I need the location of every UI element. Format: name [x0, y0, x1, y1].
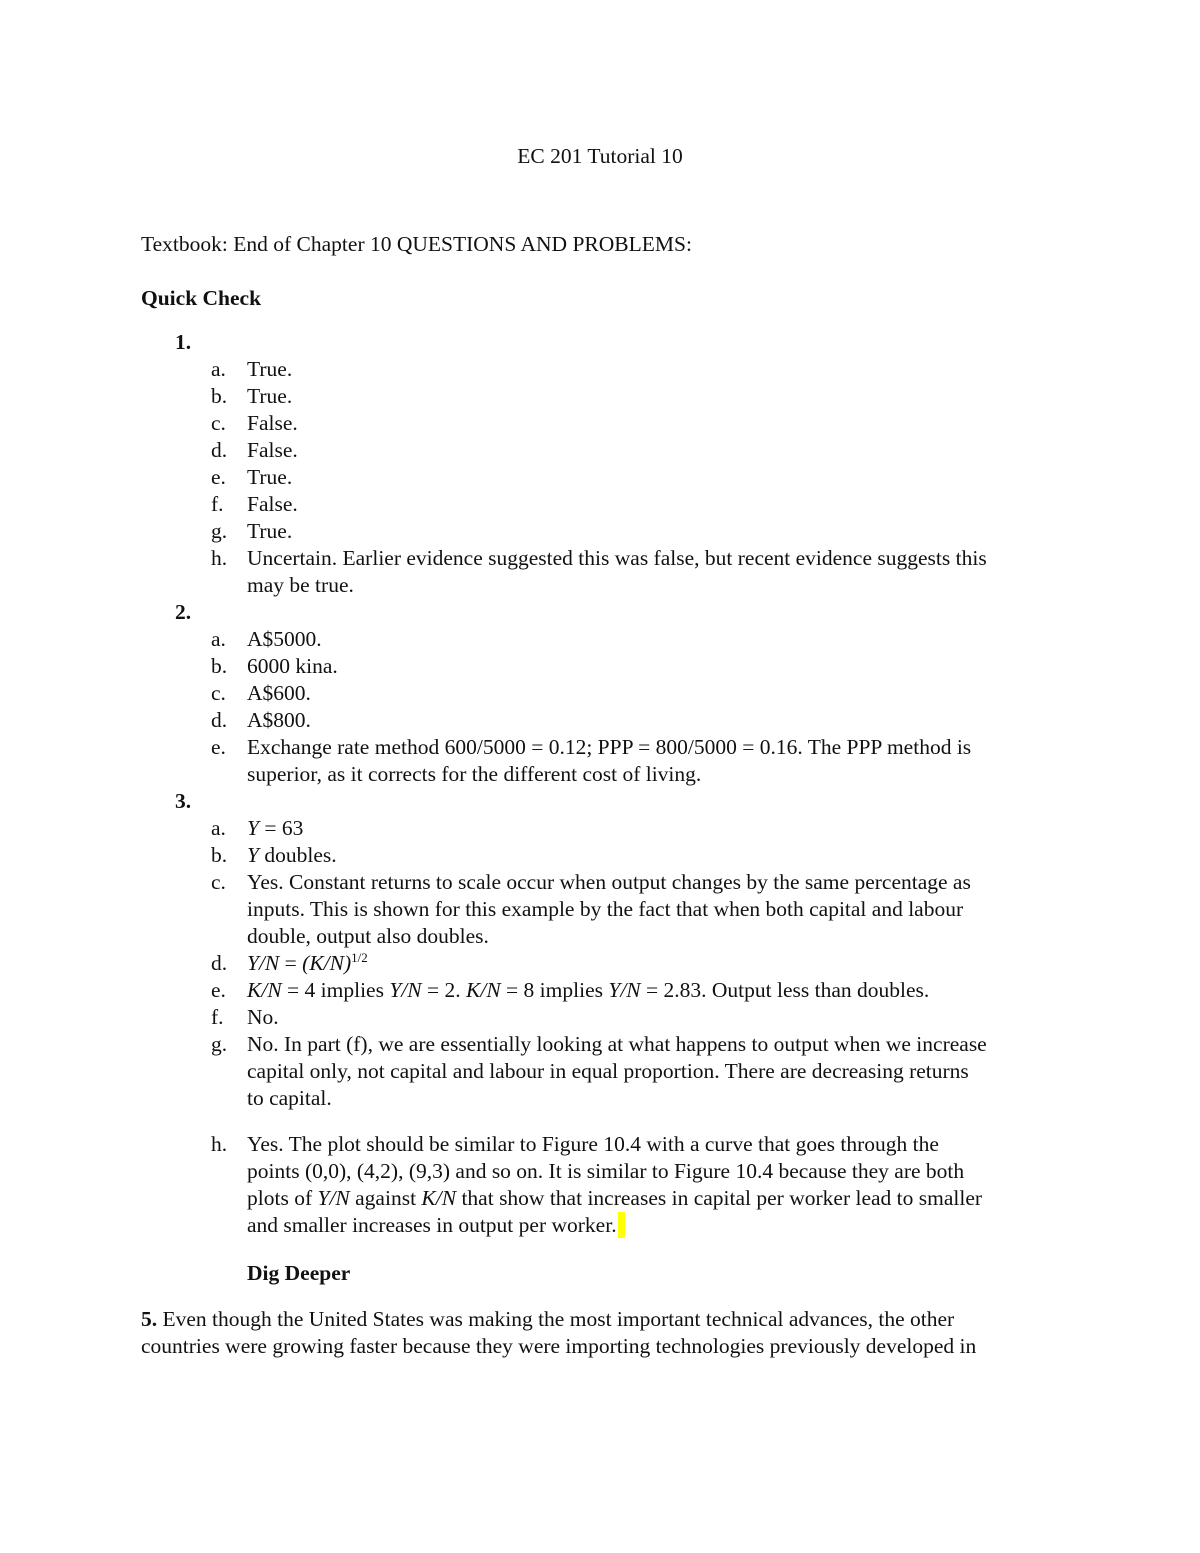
item-letter: g. — [211, 519, 228, 543]
answer-text: 6000 kina. — [247, 654, 338, 678]
answer-1b — [211, 383, 1061, 410]
item-letter: c. — [211, 411, 226, 435]
answer-2d — [211, 707, 1061, 734]
answer-1e — [211, 464, 1061, 491]
text-cursor-highlight — [618, 1212, 625, 1238]
answer-text: Uncertain. Earlier evidence suggested this was false, but recent evidence suggests this may be true. — [247, 546, 987, 597]
answer-text: Y = 63 — [247, 816, 304, 840]
answer-2b — [211, 653, 1061, 680]
item-letter: g. — [211, 1032, 228, 1056]
answer-1d — [211, 437, 1061, 464]
item-letter: b. — [211, 843, 228, 867]
item-letter: a. — [211, 357, 226, 381]
answer-3c — [211, 869, 1061, 950]
answer-text: No. — [247, 1005, 279, 1029]
item-letter: f. — [211, 492, 224, 516]
item-letter: e. — [211, 735, 226, 759]
answer-text: False. — [247, 492, 298, 516]
answer-text: Yes. Constant returns to scale occur when output changes by the same percentage as inputs. This is shown for this example by the fact that when both capital and labour double, output also doubles. — [247, 870, 971, 948]
answer-1g — [211, 518, 1061, 545]
item-letter: a. — [211, 627, 226, 651]
item-letter: b. — [211, 654, 228, 678]
item-letter: h. — [211, 1132, 228, 1156]
answer-3e — [211, 977, 1061, 1004]
answer-text: False. — [247, 438, 298, 462]
answer-text: A$5000. — [247, 627, 322, 651]
answer-5-line-1: Even though the United States was making the most important technical advances, the other — [157, 1307, 955, 1331]
answer-text: $Y/N = (K/N)^{1/2}$ — [247, 949, 368, 975]
answer-text: Y doubles. — [247, 843, 337, 867]
item-letter: d. — [211, 438, 228, 462]
answer-3h — [211, 1131, 1061, 1239]
section-heading-dig-deeper: Dig Deeper — [247, 1261, 351, 1285]
answer-text: True. — [247, 357, 293, 381]
answer-3g — [211, 1031, 1061, 1112]
answer-1c — [211, 410, 1061, 437]
question-number-5: 5. — [141, 1307, 158, 1331]
answer-5 — [141, 1306, 1061, 1360]
section-heading-quick-check: Quick Check — [141, 286, 262, 310]
answer-text: A$600. — [247, 681, 311, 705]
question-number-3: 3. — [175, 789, 192, 813]
answer-text: Yes. The plot should be similar to Figure 10.4 with a curve that goes through the points (0,0), (4,2), (9,3) and so on. It is similar to Figure 10.4 because they are both plots of Y/N against K/N that show that increases in capital per worker lead to smaller and smaller increases in output per worker. — [247, 1132, 983, 1237]
answer-1a — [211, 356, 1061, 383]
item-letter: h. — [211, 546, 228, 570]
item-letter: e. — [211, 978, 226, 1002]
item-letter: d. — [211, 708, 228, 732]
answer-5-line-2: countries were growing faster because they were importing technologies previously developed in — [141, 1334, 977, 1358]
answer-text: True. — [247, 519, 293, 543]
question-number-2: 2. — [175, 600, 192, 624]
answer-2e — [211, 734, 1061, 788]
item-letter: e. — [211, 465, 226, 489]
intro-text: Textbook: End of Chapter 10 QUESTIONS AND PROBLEMS: — [141, 232, 692, 256]
answer-text: Exchange rate method 600/5000 = 0.12; PPP = 800/5000 = 0.16. The PPP method is superior, as it corrects for the different cost of living. — [247, 735, 972, 786]
answer-2c — [211, 680, 1061, 707]
question-number-1: 1. — [175, 330, 192, 354]
answer-text: K/N = 4 implies Y/N = 2. K/N = 8 implies Y/N = 2.83. Output less than doubles. — [247, 978, 930, 1002]
answer-3f — [211, 1004, 1061, 1031]
answer-text: No. In part (f), we are essentially looking at what happens to output when we increase capital only, not capital and labour in equal proportion. There are decreasing returns to capital. — [247, 1032, 987, 1110]
item-letter: c. — [211, 870, 226, 894]
answer-2a — [211, 626, 1061, 653]
answer-text: True. — [247, 384, 293, 408]
answer-text: A$800. — [247, 708, 311, 732]
answer-text: False. — [247, 411, 298, 435]
answer-1f — [211, 491, 1061, 518]
item-letter: b. — [211, 384, 228, 408]
answer-1h — [211, 545, 1061, 599]
answer-3a — [211, 815, 1061, 842]
item-letter: c. — [211, 681, 226, 705]
answer-3d — [211, 950, 1061, 977]
answer-text: True. — [247, 465, 293, 489]
item-letter: a. — [211, 816, 226, 840]
item-letter: d. — [211, 951, 228, 975]
answer-3b — [211, 842, 1061, 869]
page-title: EC 201 Tutorial 10 — [517, 144, 683, 168]
item-letter: f. — [211, 1005, 224, 1029]
